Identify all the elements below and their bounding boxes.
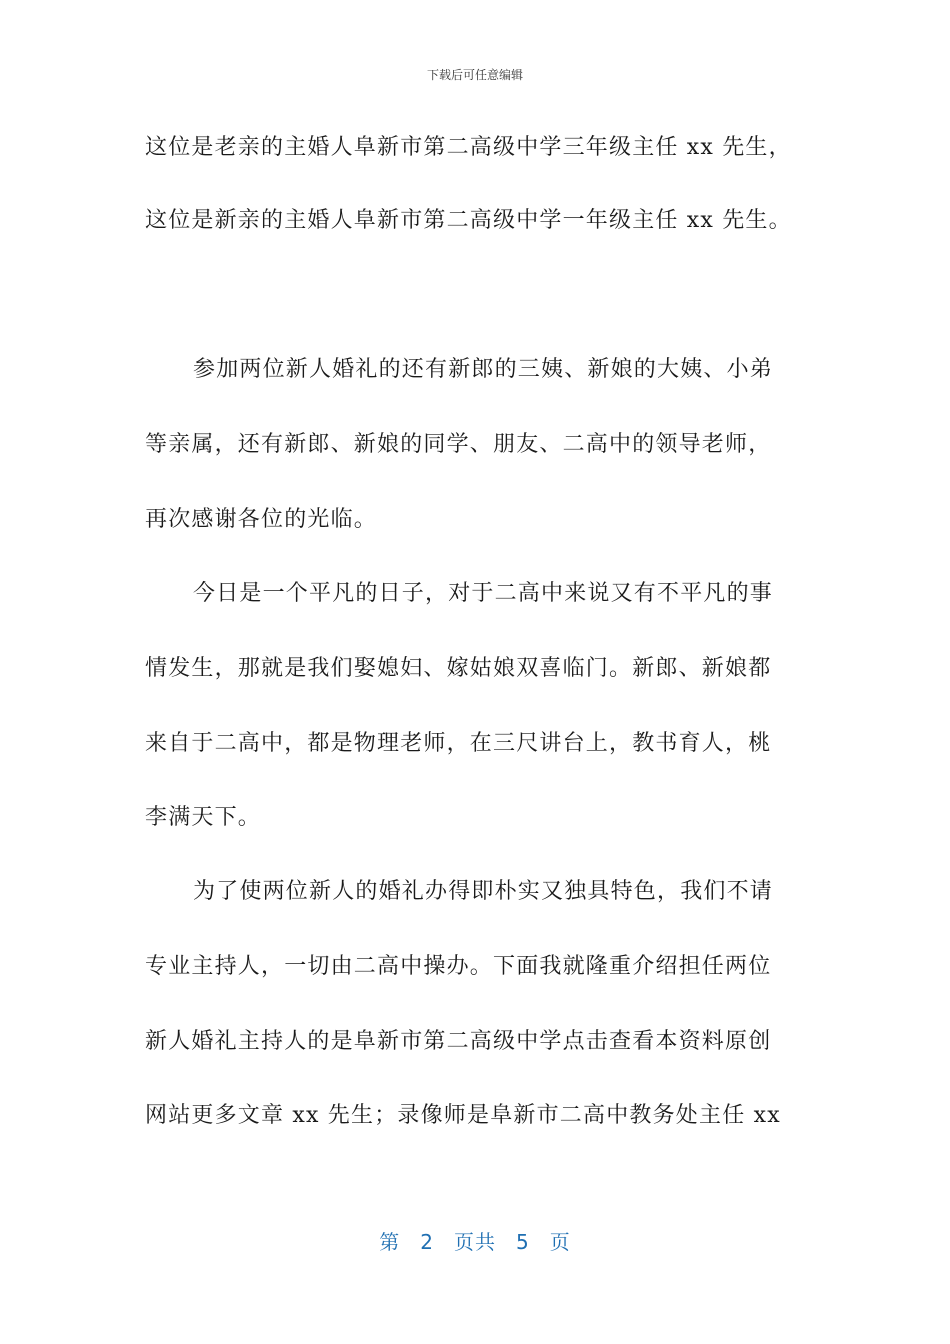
- current-page-number: 2: [420, 1230, 434, 1254]
- total-page-number: 5: [516, 1230, 530, 1254]
- header-note: 下载后可任意编辑: [426, 68, 523, 82]
- paragraph-start-line: 今日是一个平凡的日子，对于二高中来说又有不平凡的事: [193, 581, 774, 606]
- footer-suffix: 页: [549, 1230, 571, 1254]
- text-line: 再次感谢各位的光临。: [145, 507, 378, 532]
- text-line: 等亲属，还有新郎、新娘的同学、朋友、二高中的领导老师，: [145, 432, 772, 457]
- text-line: 李满天下。: [145, 805, 262, 830]
- text-line: 来自于二高中，都是物理老师，在三尺讲台上，教书育人，桃: [145, 731, 772, 756]
- paragraph-start-line: 为了使两位新人的婚礼办得即朴实又独具特色，我们不请: [193, 879, 774, 904]
- text-line: 这位是新亲的主婚人阜新市第二高级中学一年级主任 xx 先生。: [145, 208, 792, 233]
- text-line: 网站更多文章 xx 先生；录像师是阜新市二高中教务处主任 xx: [145, 1103, 781, 1128]
- text-line: 这位是老亲的主婚人阜新市第二高级中学三年级主任 xx 先生，: [145, 135, 792, 160]
- paragraph-start-line: 参加两位新人婚礼的还有新郎的三姨、新娘的大姨、小弟: [193, 357, 774, 382]
- text-line: 情发生，那就是我们娶媳妇、嫁姑娘双喜临门。新郎、新娘都: [145, 656, 772, 681]
- page-footer: [0, 1226, 950, 1255]
- text-line: 专业主持人，一切由二高中操办。下面我就隆重介绍担任两位: [145, 954, 772, 979]
- footer-middle: 页共: [454, 1230, 496, 1254]
- text-line: 新人婚礼主持人的是阜新市第二高级中学点击查看本资料原创: [145, 1029, 772, 1054]
- footer-prefix: 第: [379, 1230, 401, 1254]
